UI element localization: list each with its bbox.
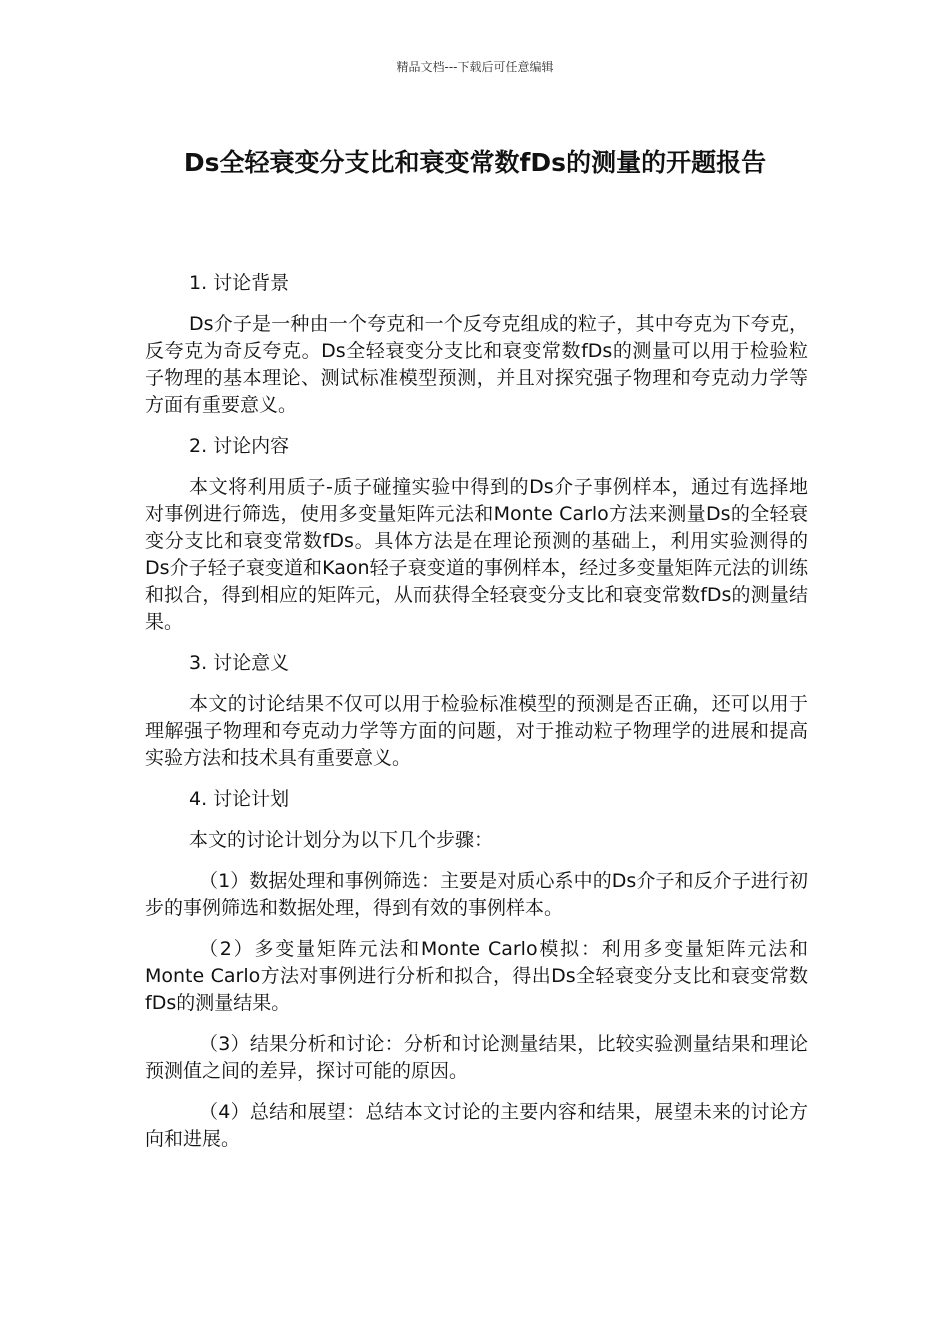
section-heading: 2. 讨论内容 bbox=[189, 435, 290, 457]
document-title: Ds全轻衰变分支比和衰变常数fDs的测量的开题报告 bbox=[183, 148, 767, 177]
plan-step: （2）多变量矩阵元法和Monte Carlo模拟：利用多变量矩阵元法和Monte Carlo方法对事例进行分析和拟合，得出Ds全轻衰变分支比和衰变常数fDs的测量结果。 bbox=[145, 938, 808, 1014]
plan-step: （1）数据处理和事例筛选：主要是对质心系中的Ds介子和反介子进行初步的事例筛选和数据处理，得到有效的事例样本。 bbox=[145, 870, 808, 919]
section-plan bbox=[145, 786, 808, 1153]
document-body bbox=[145, 270, 808, 1167]
section-content bbox=[145, 433, 808, 636]
paragraph: 本文的讨论结果不仅可以用于检验标准模型的预测是否正确，还可以用于理解强子物理和夸克动力学等方面的问题，对于推动粒子物理学的进展和提高实验方法和技术具有重要意义。 bbox=[145, 693, 808, 769]
section-significance bbox=[145, 650, 808, 772]
paragraph: 本文的讨论计划分为以下几个步骤： bbox=[189, 829, 494, 851]
section-background bbox=[145, 270, 808, 419]
paragraph: Ds介子是一种由一个夸克和一个反夸克组成的粒子，其中夸克为下夸克，反夸克为奇反夸克。Ds全轻衰变分支比和衰变常数fDs的测量可以用于检验粒子物理的基本理论、测试标准模型预测，并且对探究强子物理和夸克动力学等方面有重要意义。 bbox=[145, 313, 808, 416]
section-heading: 3. 讨论意义 bbox=[189, 652, 290, 674]
page-header-note: 精品文档---下载后可任意编辑 bbox=[396, 60, 554, 74]
section-heading: 4. 讨论计划 bbox=[189, 788, 290, 810]
plan-step: （3）结果分析和讨论：分析和讨论测量结果，比较实验测量结果和理论预测值之间的差异，探讨可能的原因。 bbox=[145, 1033, 808, 1082]
plan-step: （4）总结和展望：总结本文讨论的主要内容和结果，展望未来的讨论方向和进展。 bbox=[145, 1101, 808, 1150]
paragraph: 本文将利用质子-质子碰撞实验中得到的Ds介子事例样本，通过有选择地对事例进行筛选，使用多变量矩阵元法和Monte Carlo方法来测量Ds的全轻衰变分支比和衰变常数fDs。具体方法是在理论预测的基础上，利用实验测得的Ds介子轻子衰变道和Kaon轻子衰变道的事例样本，经过多变量矩阵元法的训练和拟合，得到相应的矩阵元，从而获得全轻衰变分支比和衰变常数fDs的测量结果。 bbox=[145, 476, 808, 633]
section-heading: 1. 讨论背景 bbox=[189, 272, 290, 294]
